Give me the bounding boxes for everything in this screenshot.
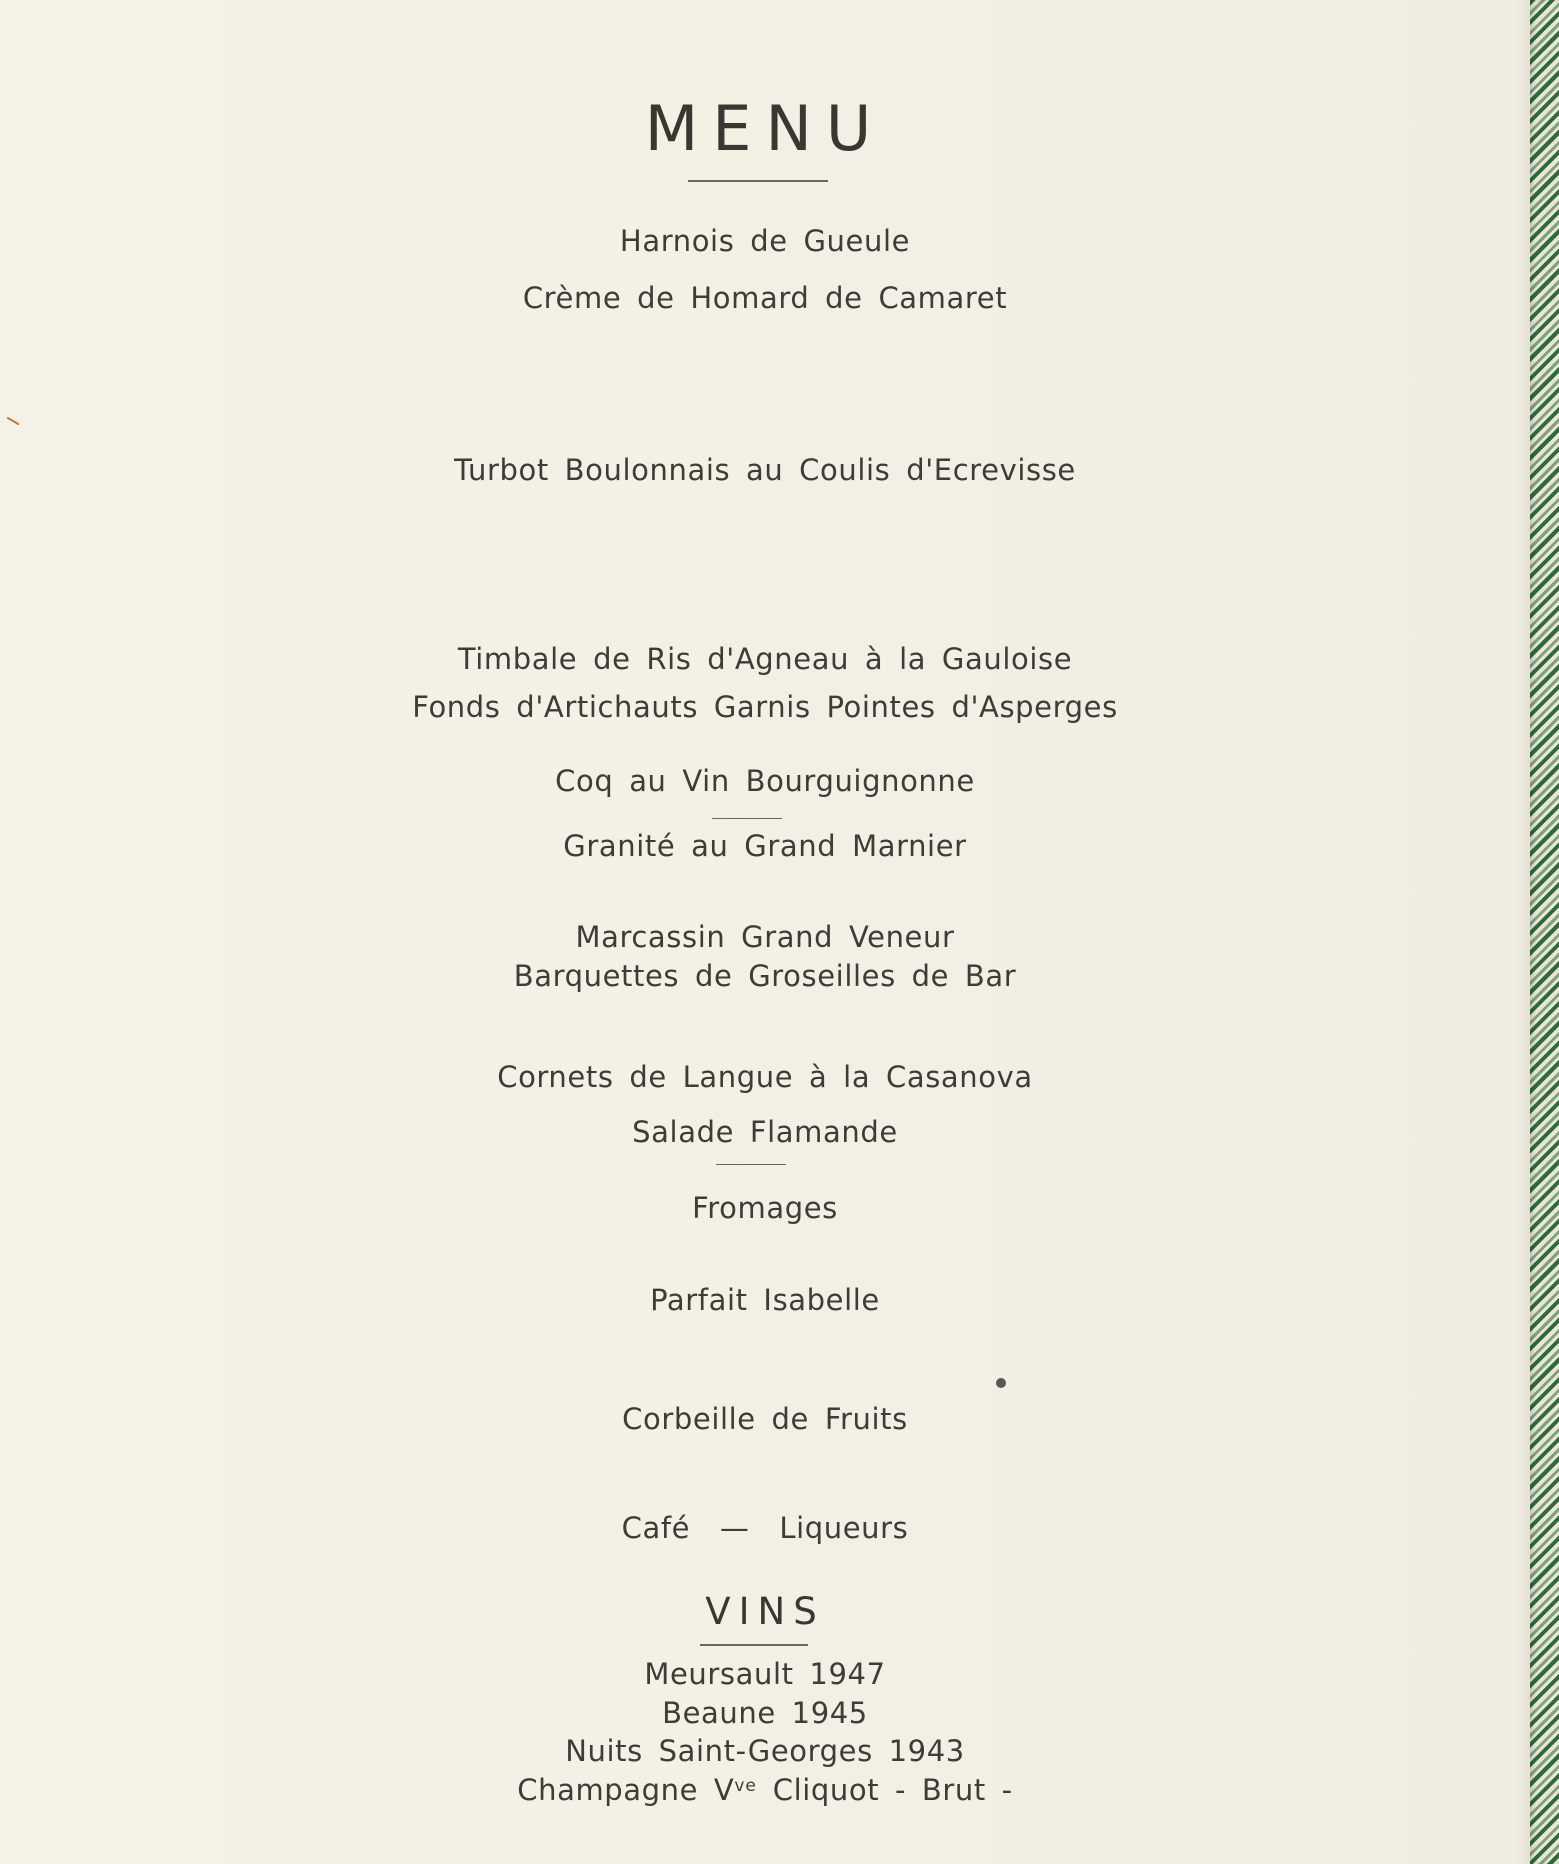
course-item: Turbot Boulonnais au Coulis d'Ecrevisse [454,453,1076,487]
wine-item: Beaune 1945 [662,1696,868,1730]
course-item: Barquettes de Groseilles de Bar [513,959,1017,993]
course-item: Marcassin Grand Veneur [575,920,955,954]
title-divider [688,180,828,182]
binding-cord [1530,0,1559,1864]
course-item: Fromages [692,1191,838,1225]
course-item: Corbeille de Fruits [622,1402,908,1436]
course-divider [716,1164,786,1165]
course-item: Crème de Homard de Camaret [522,281,1008,315]
course-item: Timbale de Ris d'Agneau à la Gauloise [457,642,1073,676]
wine-item-champagne [0,1773,1530,1807]
champagne-superscript: ve [734,1776,757,1796]
ink-speck [996,1378,1006,1388]
menu-title: MENU [644,92,886,165]
wines-title: VINS [705,1590,825,1633]
champagne-rest: Cliquot - Brut - [756,1773,1013,1807]
course-item: Granité au Grand Marnier [563,829,967,863]
course-item: Harnois de Gueule [619,224,911,258]
course-item: Café — Liqueurs [621,1511,909,1545]
ink-mark [6,417,19,426]
wines-divider [700,1644,808,1646]
course-item: Salade Flamande [632,1115,898,1149]
course-item: Parfait Isabelle [650,1283,880,1317]
course-item: Fonds d'Artichauts Garnis Pointes d'Asperges [412,690,1118,724]
wine-item: Meursault 1947 [644,1657,886,1691]
course-divider [712,818,782,819]
page-fold-shadow [1516,0,1530,1864]
course-item: Coq au Vin Bourguignonne [555,764,975,798]
champagne-name: Champagne V [517,1773,735,1807]
course-item: Cornets de Langue à la Casanova [497,1060,1033,1094]
wine-item: Nuits Saint-Georges 1943 [565,1734,965,1768]
